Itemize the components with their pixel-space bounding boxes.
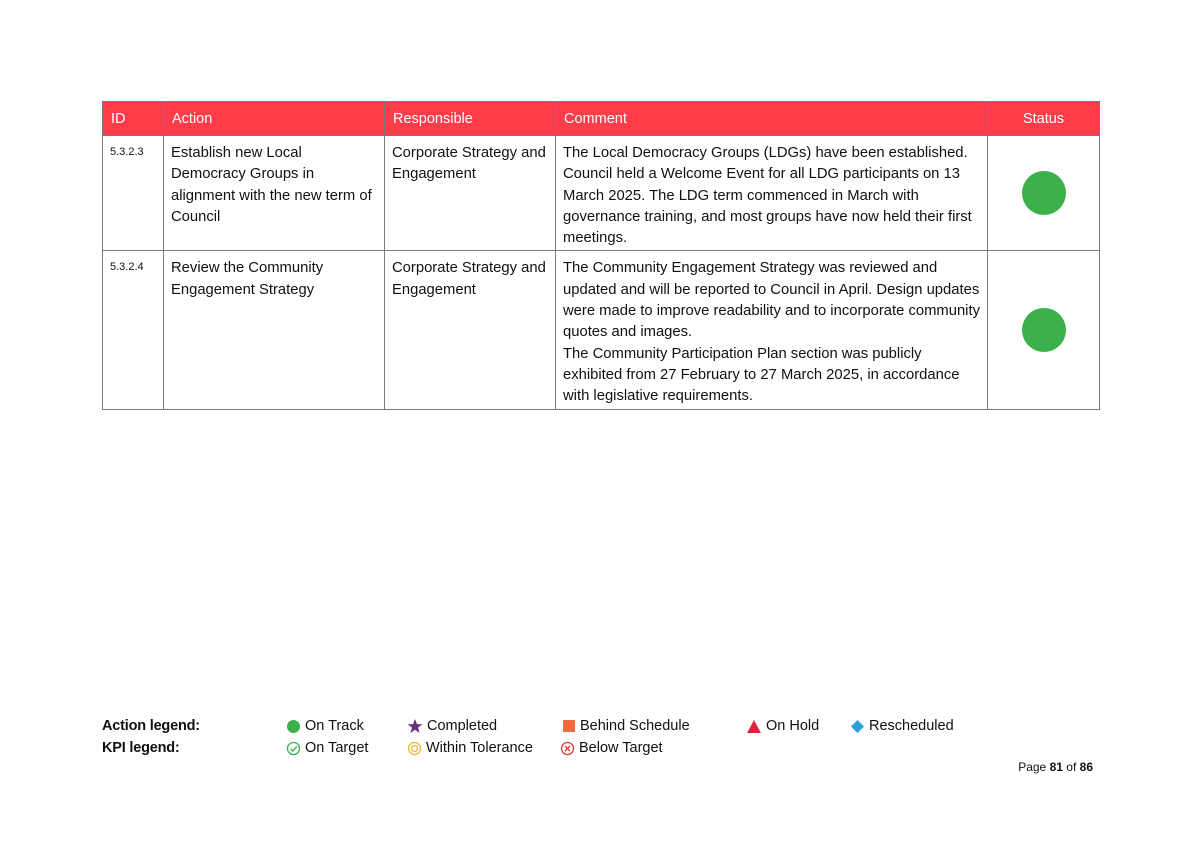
header-comment: Comment	[556, 102, 988, 136]
legend-below-target	[560, 740, 663, 756]
kpi-legend-title: KPI legend:	[102, 740, 180, 756]
table-row	[103, 251, 1100, 409]
legend-label: Behind Schedule	[580, 718, 690, 734]
table-header-row	[103, 102, 1100, 136]
row-comment	[556, 136, 988, 251]
legend-within-tolerance	[407, 740, 533, 756]
row-responsible: Corporate Strategy and Engagement	[385, 136, 556, 251]
legend-behind-schedule	[562, 718, 690, 734]
page-total: 86	[1079, 760, 1093, 774]
legend-label: Below Target	[579, 740, 663, 756]
legend-on-track	[286, 718, 364, 734]
row-id: 5.3.2.4	[103, 251, 164, 409]
x-circle-icon	[560, 741, 575, 756]
red-triangle-icon	[746, 719, 762, 734]
action-legend-title: Action legend:	[102, 718, 200, 734]
legend-on-hold	[746, 718, 819, 734]
row-status	[988, 251, 1100, 409]
purple-star-icon	[407, 718, 423, 734]
header-action: Action	[164, 102, 385, 136]
legend-label: Completed	[427, 718, 498, 734]
row-status	[988, 136, 1100, 251]
row-action: Establish new Local Democracy Groups in alignment with the new term of Council	[164, 136, 385, 251]
page-current: 81	[1049, 760, 1063, 774]
double-circle-icon	[407, 741, 422, 756]
row-comment	[556, 251, 988, 409]
comment-paragraph: The Community Engagement Strategy was reviewed and updated and will be reported to Council in April. Design updates were made to improve readability and to incorporate community quotes and images.	[563, 260, 980, 341]
header-status: Status	[988, 102, 1100, 136]
page-prefix: Page	[1018, 760, 1047, 774]
row-id: 5.3.2.3	[103, 136, 164, 251]
legend-label: Rescheduled	[869, 718, 954, 734]
legend-label: On Hold	[766, 718, 820, 734]
legend-completed	[407, 718, 497, 734]
orange-square-icon	[562, 719, 576, 733]
row-action: Review the Community Engagement Strategy	[164, 251, 385, 409]
on-track-status-icon	[1022, 308, 1066, 352]
page-number	[1018, 760, 1093, 774]
on-track-status-icon	[1022, 171, 1066, 215]
legend-on-target	[286, 740, 368, 756]
legend-rescheduled	[850, 718, 954, 734]
legend-label: Within Tolerance	[426, 740, 533, 756]
blue-diamond-icon	[850, 719, 865, 734]
check-circle-icon	[286, 741, 301, 756]
page-of: of	[1066, 760, 1077, 774]
legend-label: On Track	[305, 718, 364, 734]
table-row	[103, 136, 1100, 251]
green-circle-icon	[286, 719, 301, 734]
action-report-table	[102, 101, 1100, 410]
row-responsible: Corporate Strategy and Engagement	[385, 251, 556, 409]
comment-paragraph: The Local Democracy Groups (LDGs) have been established. Council held a Welcome Event for all LDG participants on 13 March 2025. The LDG term commenced in March with governance training, and most groups have now held their first meetings.	[563, 145, 972, 247]
legend-label: On Target	[305, 740, 369, 756]
header-id: ID	[103, 102, 164, 136]
header-responsible: Responsible	[385, 102, 556, 136]
comment-paragraph: The Community Participation Plan section was publicly exhibited from 27 February to 27 March 2025, in accordance with legislative requirements.	[563, 345, 960, 405]
